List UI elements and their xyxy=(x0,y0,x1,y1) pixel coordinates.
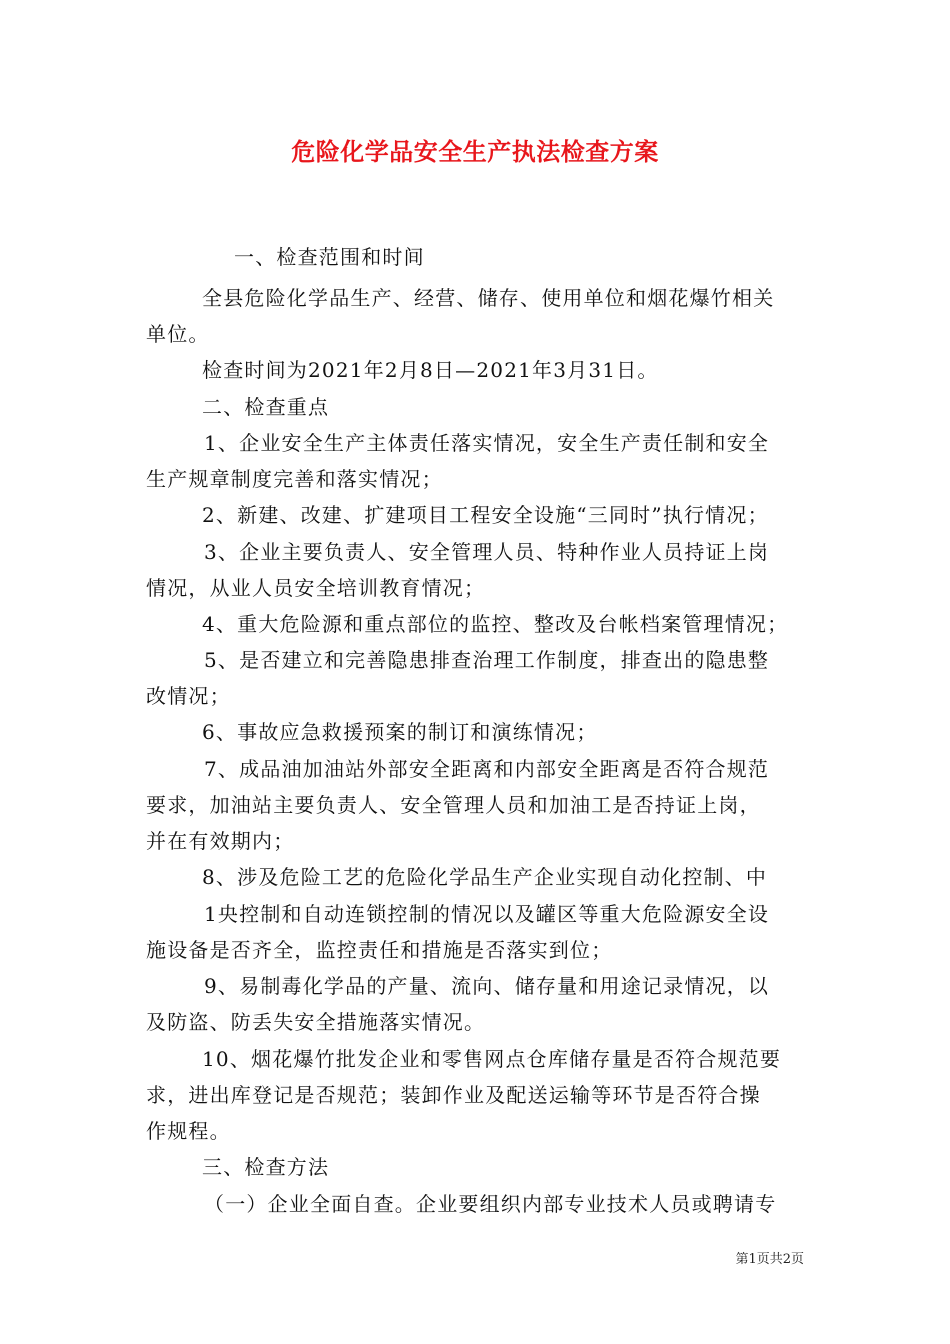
list-item-line: 4、重大危险源和重点部位的监控、整改及台帐档案管理情况； xyxy=(202,612,789,636)
list-item-line: 5、是否建立和完善隐患排查治理工作制度，排查出的隐患整 xyxy=(204,648,770,672)
list-item-line: 改情况； xyxy=(146,684,231,708)
list-item-line: 3、企业主要负责人、安全管理人员、特种作业人员持证上岗 xyxy=(204,540,770,564)
list-item-line: 1、企业安全生产主体责任落实情况，安全生产责任制和安全 xyxy=(204,431,770,455)
list-item-line: 施设备是否齐全，监控责任和措施是否落实到位； xyxy=(146,938,613,962)
paragraph-line: 全县危险化学品生产、经营、储存、使用单位和烟花爆竹相关 xyxy=(202,286,775,310)
list-item-line: 9、易制毒化学品的产量、流向、储存量和用途记录情况，以 xyxy=(204,974,770,998)
paragraph-line: 检查时间为2021年2月8日—2021年3月31日。 xyxy=(202,358,659,382)
list-item-line: 7、成品油加油站外部安全距离和内部安全距离是否符合规范 xyxy=(204,757,770,781)
list-item-line: 8、涉及危险工艺的危险化学品生产企业实现自动化控制、中 xyxy=(202,865,768,889)
list-item-line: 1央控制和自动连锁控制的情况以及罐区等重大危险源安全设 xyxy=(204,902,770,926)
list-item-line: 2、新建、改建、扩建项目工程安全设施“三同时”执行情况； xyxy=(202,503,769,527)
document-title: 危险化学品安全生产执法检查方案 xyxy=(291,137,659,166)
list-item-line: 6、事故应急救援预案的制订和演练情况； xyxy=(202,720,598,744)
section-heading: 二、检查重点 xyxy=(202,395,330,419)
page-number: 第1页共2页 xyxy=(735,1252,804,1267)
section-heading: 一、检查范围和时间 xyxy=(234,245,425,269)
list-item-line: 作规程。 xyxy=(146,1119,231,1143)
section-heading: 三、检查方法 xyxy=(202,1155,330,1179)
list-item-line: 求，进出库登记是否规范；装卸作业及配送运输等环节是否符合操 xyxy=(146,1083,761,1107)
paragraph-line: 单位。 xyxy=(146,322,210,346)
list-item-line: 生产规章制度完善和落实情况； xyxy=(146,467,443,491)
list-item-line: 要求，加油站主要负责人、安全管理人员和加油工是否持证上岗， xyxy=(146,793,761,817)
list-item-line: 10、烟花爆竹批发企业和零售网点仓库储存量是否符合规范要 xyxy=(202,1047,782,1071)
list-item-line: 并在有效期内； xyxy=(146,829,295,853)
paragraph-line: （一）企业全面自查。企业要组织内部专业技术人员或聘请专 xyxy=(204,1192,777,1216)
list-item-line: 情况，从业人员安全培训教育情况； xyxy=(146,576,486,600)
list-item-line: 及防盗、防丢失安全措施落实情况。 xyxy=(146,1010,486,1034)
